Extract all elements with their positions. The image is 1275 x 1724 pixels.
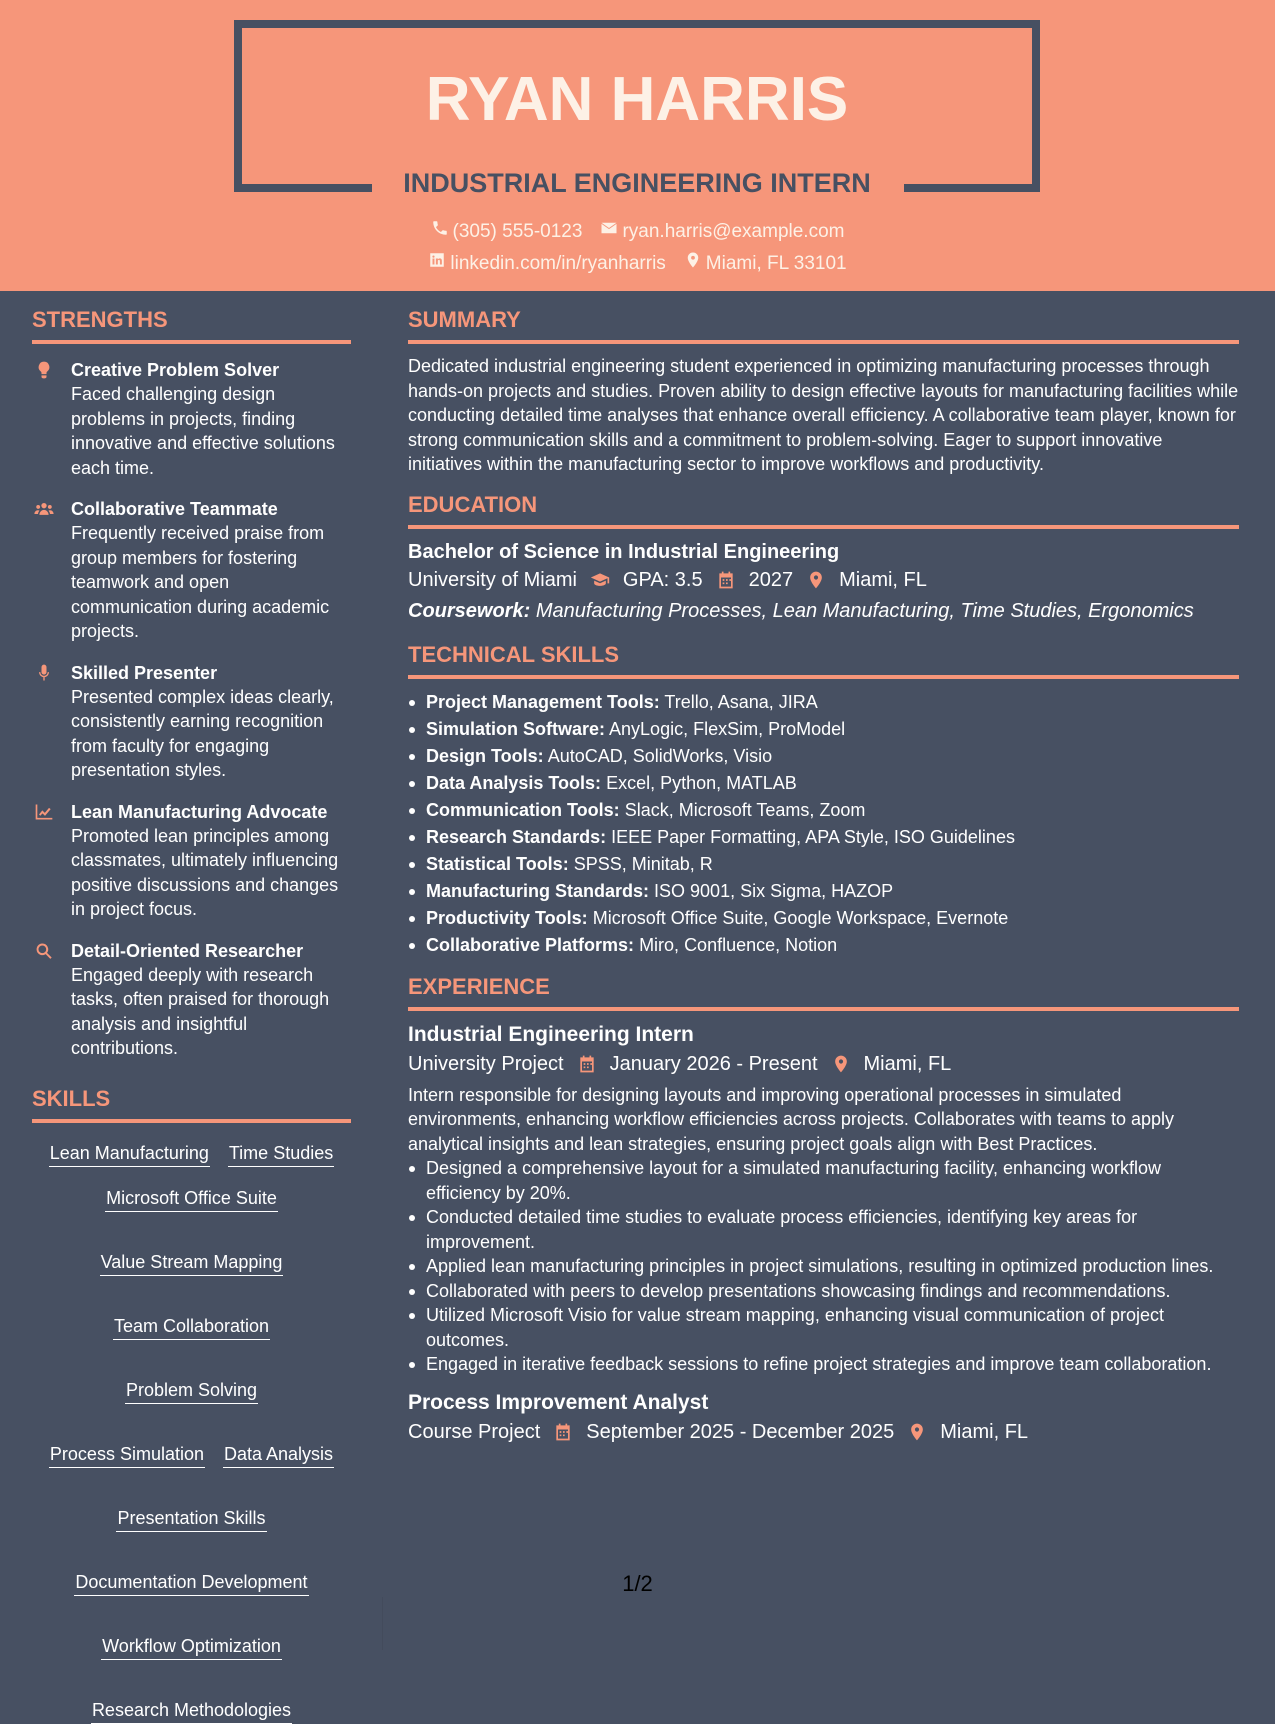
technical-skills-heading: TECHNICAL SKILLS bbox=[408, 641, 1239, 679]
map-marker-icon bbox=[805, 569, 827, 591]
coursework-text: Manufacturing Processes, Lean Manufacturing, Time Studies, Ergonomics bbox=[535, 599, 1194, 622]
map-marker-icon bbox=[830, 1053, 852, 1075]
strength-title: Lean Manufacturing Advocate bbox=[71, 801, 328, 822]
experience-heading: EXPERIENCE bbox=[408, 973, 1239, 1011]
candidate-name: RYAN HARRIS bbox=[425, 65, 849, 134]
linkedin-text: linkedin.com/in/ryanharris bbox=[450, 253, 666, 274]
strength-title: Detail-Oriented Researcher bbox=[71, 940, 304, 961]
microphone-icon bbox=[32, 663, 56, 683]
skill-values: AnyLogic, FlexSim, ProModel bbox=[609, 718, 846, 739]
skill-tag: Lean Manufacturing bbox=[49, 1141, 210, 1167]
envelope-icon bbox=[600, 219, 618, 245]
contact-row-1 bbox=[0, 219, 1275, 245]
strength-text: Engaged deeply with research tasks, often praised for thorough analysis and insightful contributions. bbox=[71, 964, 330, 1058]
skill-tags bbox=[32, 1137, 351, 1724]
contact-email[interactable] bbox=[600, 219, 844, 245]
location-text: Miami, FL 33101 bbox=[705, 253, 847, 274]
job-location: Miami, FL bbox=[863, 1052, 952, 1075]
contact-location bbox=[684, 251, 847, 277]
job-description: Intern responsible for designing layouts and improving operational processes in simulated environments, enhancing workflow efficiencies across projects. Collaborates with teams to apply analytical insights and lean strategies, ensuring project goals align with Best Practices. bbox=[408, 1084, 1175, 1154]
strength-text: Faced challenging design problems in projects, finding innovative and effective solutions each time. bbox=[71, 384, 335, 478]
skill-tag: Time Studies bbox=[228, 1141, 334, 1167]
strength-item bbox=[32, 358, 351, 480]
strength-title: Creative Problem Solver bbox=[71, 360, 280, 380]
skill-values: Miro, Confluence, Notion bbox=[639, 934, 838, 955]
education-heading: EDUCATION bbox=[408, 491, 1239, 529]
map-marker-icon bbox=[906, 1421, 928, 1443]
list-item: Engaged in iterative feedback sessions to refine project strategies and improve team collaboration. bbox=[408, 1352, 1239, 1377]
page-number: 1/2 bbox=[622, 1571, 653, 1596]
search-icon bbox=[32, 941, 56, 961]
job-bullets bbox=[408, 1156, 1239, 1377]
phone-icon bbox=[431, 219, 449, 245]
skill-values: SPSS, Minitab, R bbox=[573, 853, 713, 874]
skill-values: Microsoft Office Suite, Google Workspace, Evernote bbox=[592, 907, 1009, 928]
left-column bbox=[32, 306, 351, 1724]
skill-tag: Data Analysis bbox=[223, 1442, 334, 1468]
skill-category: Simulation Software: bbox=[426, 718, 606, 739]
list-item bbox=[408, 905, 1239, 932]
list-item bbox=[408, 743, 1239, 770]
school-location: Miami, FL bbox=[839, 568, 927, 591]
graduation-year: 2027 bbox=[748, 568, 794, 591]
coursework-label: Coursework: bbox=[408, 599, 531, 622]
job-meta bbox=[408, 1049, 1239, 1079]
skill-tag: Microsoft Office Suite bbox=[105, 1186, 278, 1212]
skill-values: Excel, Python, MATLAB bbox=[606, 772, 797, 793]
skill-tag: Presentation Skills bbox=[116, 1506, 266, 1532]
phone-text: (305) 555-0123 bbox=[452, 221, 583, 242]
degree-title: Bachelor of Science in Industrial Engineering bbox=[408, 540, 840, 563]
gpa-text: GPA: 3.5 bbox=[622, 568, 703, 591]
skill-category: Collaborative Platforms: bbox=[426, 934, 635, 955]
contact-phone[interactable] bbox=[431, 219, 583, 245]
graduation-cap-icon bbox=[589, 569, 611, 591]
contact-linkedin[interactable] bbox=[428, 251, 665, 277]
skill-tag: Team Collaboration bbox=[113, 1314, 270, 1340]
skill-tag: Problem Solving bbox=[125, 1378, 258, 1404]
map-marker-icon bbox=[684, 251, 702, 277]
coursework bbox=[408, 595, 1239, 627]
frame-top-border bbox=[234, 20, 1040, 28]
skill-category: Data Analysis Tools: bbox=[426, 772, 602, 793]
list-item bbox=[408, 689, 1239, 716]
skill-values: AutoCAD, SolidWorks, Visio bbox=[547, 745, 773, 766]
skill-category: Project Management Tools: bbox=[426, 691, 660, 712]
list-item bbox=[408, 824, 1239, 851]
job-org: University Project bbox=[408, 1052, 564, 1075]
job-location: Miami, FL bbox=[940, 1420, 1029, 1443]
strength-text: Promoted lean principles among classmates, ultimately influencing positive discussions and changes in project focus. bbox=[71, 825, 339, 919]
calendar-icon bbox=[576, 1053, 598, 1075]
strengths-heading: STRENGTHS bbox=[32, 306, 351, 344]
skill-category: Statistical Tools: bbox=[426, 853, 569, 874]
list-item: Collaborated with peers to develop presentations showcasing findings and recommendations. bbox=[408, 1279, 1239, 1304]
calendar-icon bbox=[715, 569, 737, 591]
job-title: Industrial Engineering Intern bbox=[408, 1022, 694, 1046]
strength-item bbox=[32, 497, 351, 644]
list-item bbox=[408, 851, 1239, 878]
list-item bbox=[408, 716, 1239, 743]
resume-header bbox=[0, 0, 1275, 291]
technical-skills-list bbox=[408, 689, 1239, 959]
email-text: ryan.harris@example.com bbox=[622, 221, 845, 242]
school-name: University of Miami bbox=[408, 568, 577, 591]
calendar-icon bbox=[552, 1421, 574, 1443]
skill-category: Communication Tools: bbox=[426, 799, 620, 820]
right-column bbox=[408, 306, 1239, 1447]
lightbulb-icon bbox=[32, 360, 56, 380]
skill-category: Manufacturing Standards: bbox=[426, 880, 650, 901]
list-item bbox=[408, 797, 1239, 824]
chart-line-icon bbox=[32, 802, 56, 822]
list-item: Designed a comprehensive layout for a simulated manufacturing facility, enhancing workflow efficiency by 20%. bbox=[408, 1156, 1239, 1205]
skill-tag: Documentation Development bbox=[74, 1570, 308, 1596]
education-meta bbox=[408, 565, 1239, 595]
linkedin-icon bbox=[428, 251, 446, 277]
skill-category: Research Standards: bbox=[426, 826, 607, 847]
strength-text: Frequently received praise from group members for fostering teamwork and open communication during academic projects. bbox=[71, 523, 330, 641]
job-title: Process Improvement Analyst bbox=[408, 1390, 709, 1414]
list-item bbox=[408, 932, 1239, 959]
skill-values: IEEE Paper Formatting, APA Style, ISO Guidelines bbox=[611, 826, 1015, 847]
skill-tag: Workflow Optimization bbox=[101, 1634, 282, 1660]
strength-item bbox=[32, 939, 351, 1061]
skill-category: Design Tools: bbox=[426, 745, 544, 766]
contact-row-2 bbox=[0, 251, 1275, 277]
strength-title: Skilled Presenter bbox=[71, 662, 218, 683]
column-divider bbox=[382, 1597, 383, 1650]
job-dates: September 2025 - December 2025 bbox=[586, 1420, 895, 1443]
strength-item bbox=[32, 800, 351, 922]
job-org: Course Project bbox=[408, 1420, 541, 1443]
summary-text: Dedicated industrial engineering student experienced in optimizing manufacturing processes through hands-on projects and studies. Proven ability to design effective layouts for manufacturing facilities while conducting detailed time analyses that enhance overall efficiency. A collaborative team player, known for strong communication skills and a commitment to problem-solving. Eager to support innovative initiatives within the manufacturing sector to improve workflows and productivity. bbox=[408, 356, 1239, 474]
candidate-title: INDUSTRIAL ENGINEERING INTERN bbox=[403, 168, 871, 198]
list-item: Utilized Microsoft Visio for value stream mapping, enhancing visual communication of project outcomes. bbox=[408, 1303, 1239, 1352]
list-item bbox=[408, 770, 1239, 797]
strength-item bbox=[32, 661, 351, 783]
job-dates: January 2026 - Present bbox=[609, 1052, 818, 1075]
strength-title: Collaborative Teammate bbox=[71, 499, 278, 519]
list-item: Applied lean manufacturing principles in project simulations, resulting in optimized production lines. bbox=[408, 1254, 1239, 1279]
skill-values: Slack, Microsoft Teams, Zoom bbox=[624, 799, 866, 820]
skill-tag: Value Stream Mapping bbox=[100, 1250, 284, 1276]
list-item bbox=[408, 878, 1239, 905]
skill-category: Productivity Tools: bbox=[426, 907, 588, 928]
skill-tag: Process Simulation bbox=[49, 1442, 205, 1468]
skills-heading: SKILLS bbox=[32, 1085, 351, 1123]
strength-text: Presented complex ideas clearly, consistently earning recognition from faculty for engaging presentation styles. bbox=[71, 686, 334, 780]
summary-heading: SUMMARY bbox=[408, 306, 1239, 344]
list-item: Conducted detailed time studies to evaluate process efficiencies, identifying key areas for improvement. bbox=[408, 1205, 1239, 1254]
skill-values: ISO 9001, Six Sigma, HAZOP bbox=[654, 880, 894, 901]
skill-tag: Research Methodologies bbox=[91, 1698, 292, 1724]
users-icon bbox=[32, 499, 56, 519]
skill-values: Trello, Asana, JIRA bbox=[664, 691, 818, 712]
job-meta bbox=[408, 1417, 1239, 1447]
